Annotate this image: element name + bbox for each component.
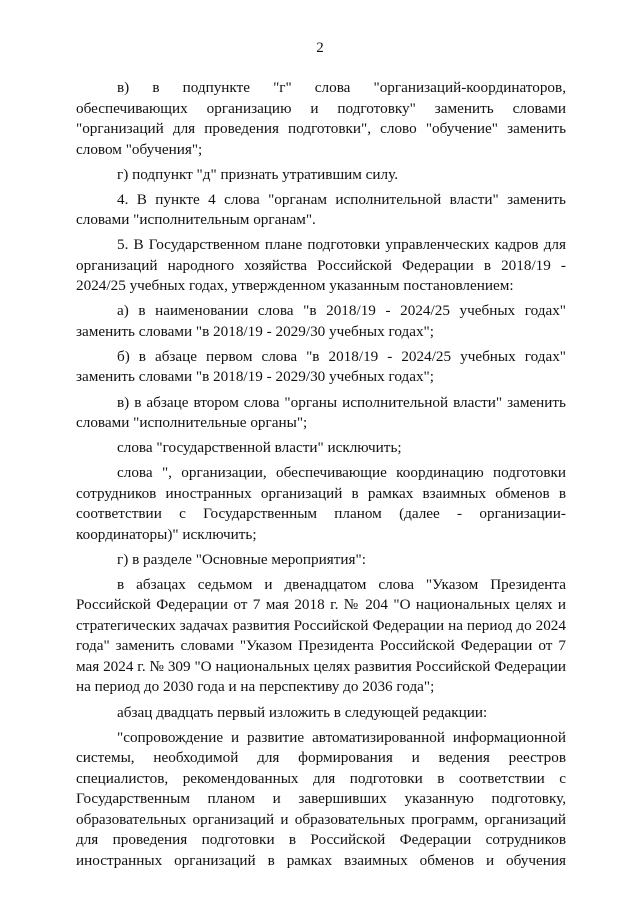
paragraph-5g: г) в разделе "Основные мероприятия": <box>117 550 366 568</box>
paragraph-exclude-koordinatory: слова ", организации, обеспечивающие координацию подготовки сотрудников иностранных организаций в рамках взаимных обменов в соответствии с Государственным планом (далее - организации-координаторы)" исключить; <box>76 464 566 543</box>
document-body <box>76 78 566 871</box>
paragraph-5a: а) в наименовании слова "в 2018/19 - 2024/25 учебных годах" заменить словами "в 2018/19 - 2029/30 учебных годах"; <box>76 302 566 340</box>
paragraph-item-5: 5. В Государственном плане подготовки управленческих кадров для организаций народного хозяйства Российской Федерации в 2018/19 - 2024/25 учебных годах, утвержденном указанным постановлением: <box>76 236 566 295</box>
page-number: 2 <box>316 40 324 56</box>
paragraph-new-wording: "сопровождение и развитие автоматизированной информационной системы, необходимой для формирования и ведения реестров специалистов, рекомендованных для подготовки в соответствии с Государственным планом и завершивших указанную подготовку, образовательных организаций и образовательных программ, организаций для проведения подготовки в Российской Федерации сотрудников иностранных организаций в рамках взаимных обменов и обучения <box>76 728 566 869</box>
paragraph-item-4: 4. В пункте 4 слова "органам исполнительной власти" заменить словами "исполнительным органам". <box>76 190 566 229</box>
paragraph-abzac-21: абзац двадцать первый изложить в следующей редакции: <box>117 703 488 721</box>
paragraph-ukaz-replacement: в абзацах седьмом и двенадцатом слова "Указом Президента Российской Федерации от 7 мая 2018 г. № 204 "О национальных целях и стратегических задачах развития Российской Федерации на период до 2024 года" заменить словами "Указом Президента Российской Федерации от 7 мая 2024 г. № 309 "О национальных целях развития Российской Федерации на период до 2030 года и на перспективу до 2036 года"; <box>76 575 566 696</box>
paragraph-3g: г) подпункт "д" признать утратившим силу. <box>117 165 399 183</box>
paragraph-5v: в) в абзаце втором слова "органы исполнительной власти" заменить словами "исполнительные органы"; <box>76 393 566 432</box>
paragraph-3v: в) в подпункте "г" слова "организаций-координаторов, обеспечивающих организацию и подготовку" заменить словами "организаций для проведения подготовки", слово "обучение" заменить словом "обучения"; <box>76 79 566 158</box>
paragraph-exclude-gos-vlasti: слова "государственной власти" исключить; <box>117 439 402 457</box>
paragraph-5b: б) в абзаце первом слова "в 2018/19 - 2024/25 учебных годах" заменить словами "в 2018/19 - 2029/30 учебных годах"; <box>76 347 566 386</box>
